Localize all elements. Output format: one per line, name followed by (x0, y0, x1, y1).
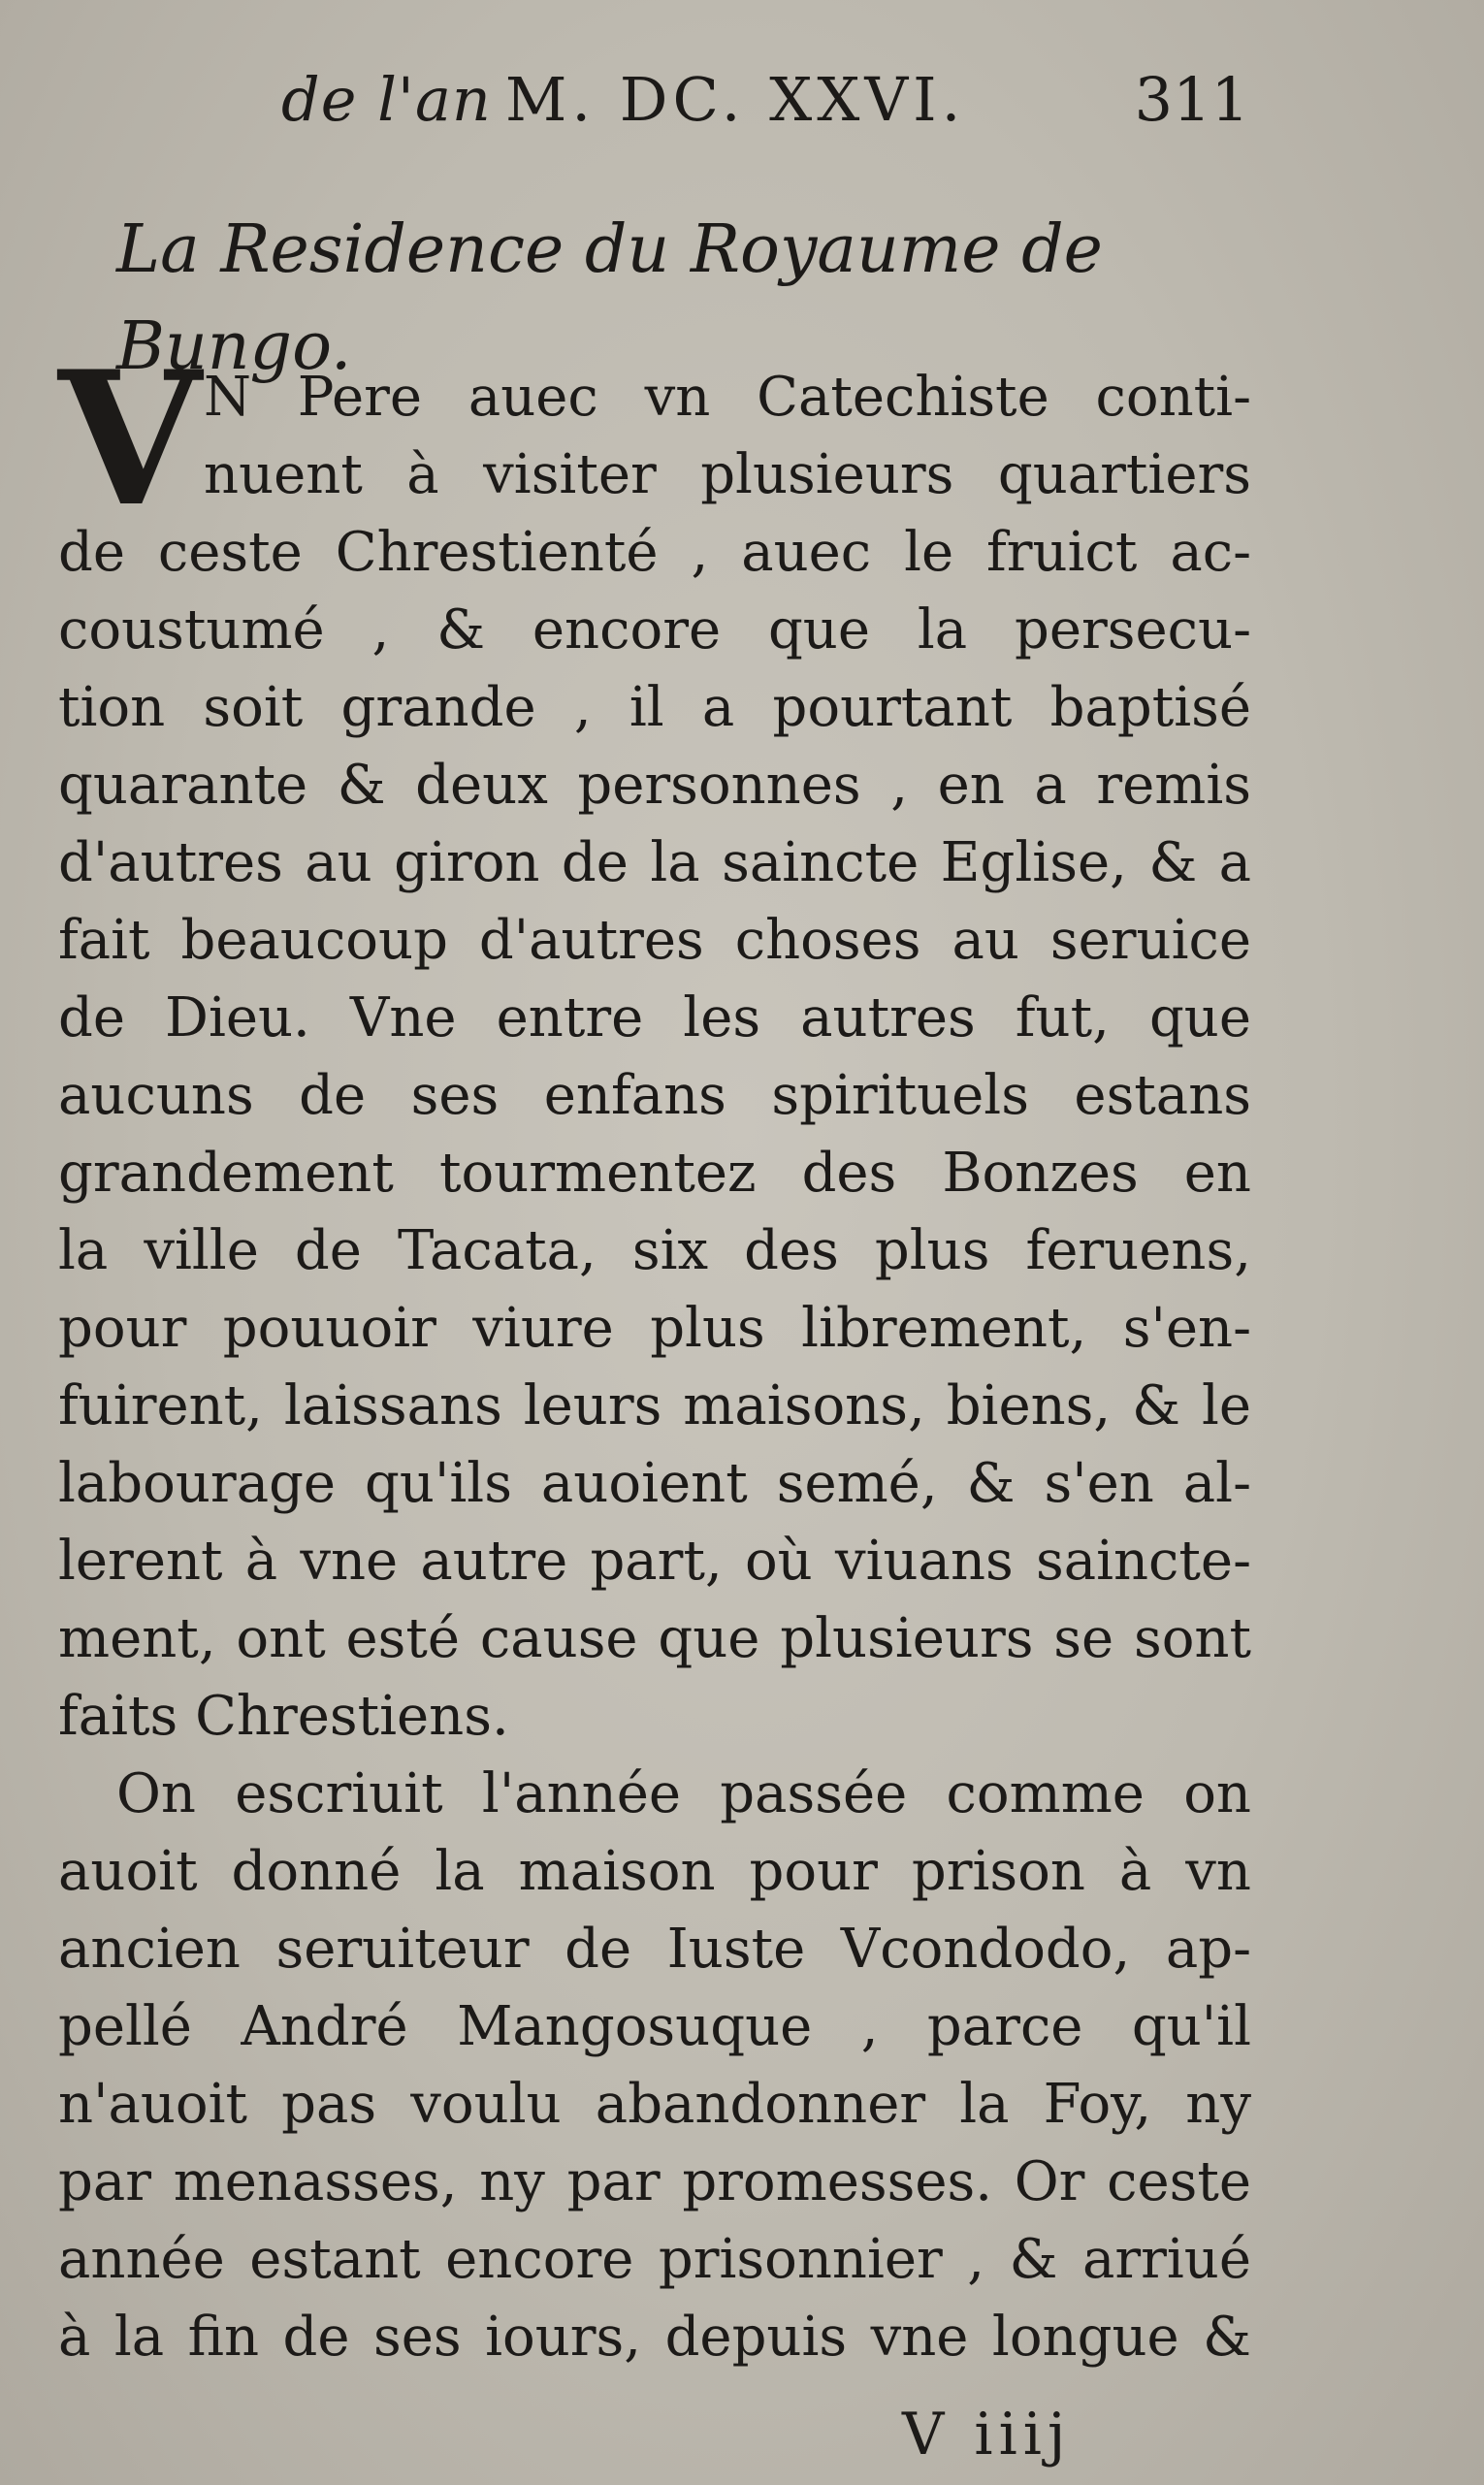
page-header (281, 56, 1261, 144)
body-text (58, 331, 1251, 2376)
text-line: pellé André Mangosuque , parce qu'il (58, 1995, 1251, 2058)
text-line: faits Chrestiens. (58, 1685, 509, 1748)
text-line: par menasses, ny par promesses. Or ceste (58, 2150, 1251, 2213)
text-line: N Pere auec vn Catechiste conti- (204, 366, 1251, 429)
text-line: de ceste Chrestienté , auec le fruict ac- (58, 521, 1251, 584)
paragraph-2 (58, 1756, 1251, 2376)
text-line: de Dieu. Vne entre les autres fut, que (58, 986, 1251, 1049)
text-line: fait beaucoup d'autres choses au seruice (58, 909, 1251, 972)
signature-mark: V iiij (902, 2401, 1072, 2469)
paragraph-1 (58, 331, 1251, 1756)
running-head-italic: de l'an (281, 64, 492, 135)
text-line: nuent à visiter plusieurs quartiers (204, 443, 1251, 506)
text-line: à la fin de ses iours, depuis vne longue & (58, 2306, 1251, 2369)
text-line: d'autres au giron de la saincte Eglise, & a (58, 831, 1251, 894)
text-line: ment, ont esté cause que plusieurs se sont (58, 1607, 1251, 1670)
text-line: tion soit grande , il a pourtant baptisé (58, 676, 1251, 739)
text-line: auoit donné la maison pour prison à vn (58, 1840, 1251, 1903)
text-line: ancien seruiteur de Iuste Vcondodo, ap- (58, 1918, 1251, 1981)
page-number: 311 (1134, 64, 1249, 135)
text-line: la ville de Tacata, six des plus feruens, (58, 1219, 1251, 1282)
section-title: La Residence du Royaume de Bungo. (116, 211, 1103, 385)
text-line: grandement tourmentez des Bonzes en (58, 1142, 1251, 1205)
text-line: coustumé , & encore que la persecu- (58, 598, 1251, 662)
text-line: labourage qu'ils auoient semé, & s'en al- (58, 1452, 1251, 1515)
text-line: lerent à vne autre part, où viuans saincte- (58, 1530, 1251, 1593)
text-line: n'auoit pas voulu abandonner la Foy, ny (58, 2073, 1251, 2136)
drop-cap: V (58, 331, 202, 547)
text-line: aucuns de ses enfans spirituels estans (58, 1064, 1251, 1127)
text-line: pour pouuoir viure plus librement, s'en- (58, 1297, 1251, 1360)
text-line: fuirent, laissans leurs maisons, biens, & le (58, 1374, 1251, 1437)
text-line: On escriuit l'année passée comme on (116, 1762, 1251, 1825)
running-head-year: M. DC. XXVI. (504, 64, 966, 135)
text-line: quarante & deux personnes , en a remis (58, 754, 1251, 817)
running-head (281, 56, 965, 144)
text-line: année estant encore prisonnier , & arriué (58, 2228, 1251, 2291)
